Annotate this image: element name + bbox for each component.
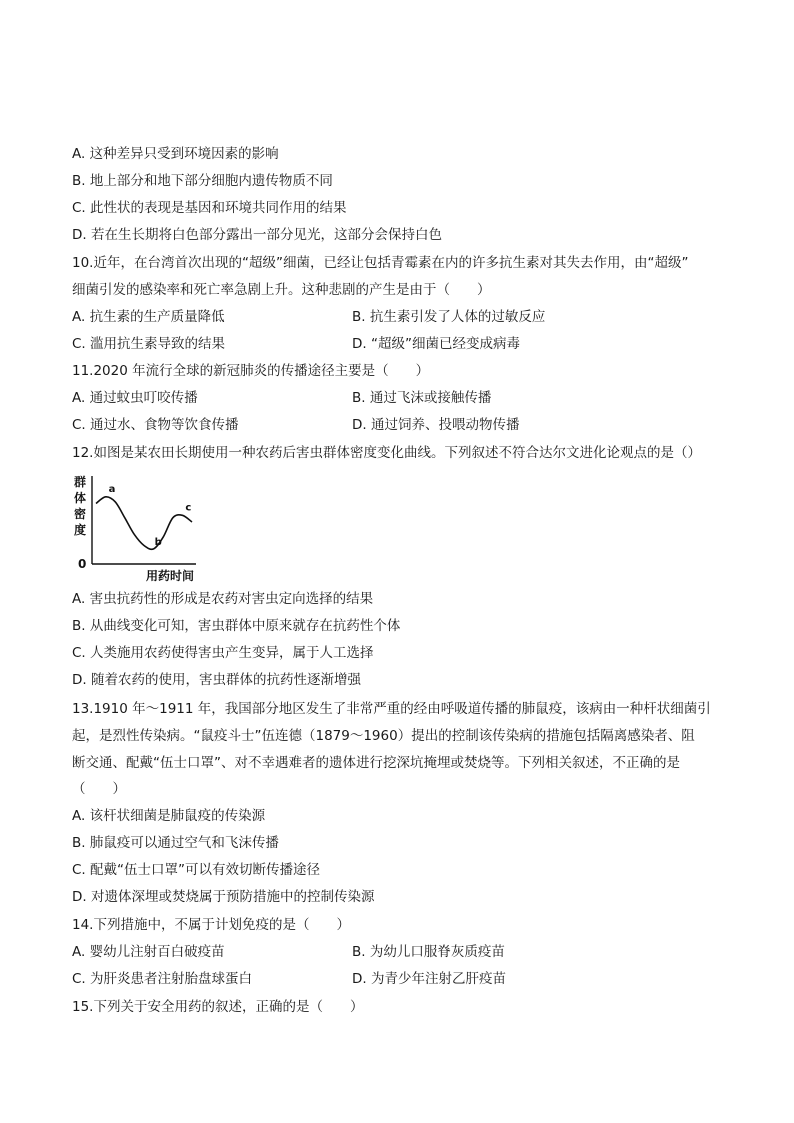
q14-stem: 14.下列措施中，不属于计划免疫的是（ ） <box>72 917 350 933</box>
q9-option-a: A. 这种差异只受到环境因素的影响 <box>72 146 279 162</box>
q13-stem-line3: 断交通、配戴“伍士口罩”、对不幸遇难者的遗体进行挖深坑掩埋或焚烧等。下列相关叙述，不正确的是 <box>72 755 680 771</box>
chart-point-label-b: b <box>154 536 162 548</box>
q13-stem-line4: （ ） <box>72 781 126 797</box>
chart-series-line <box>96 497 192 550</box>
q11-option-c: C. 通过水、食物等饮食传播 <box>72 417 239 433</box>
q12-option-b: B. 从曲线变化可知，害虫群体中原来就存在抗药性个体 <box>72 618 401 634</box>
q12-stem: 12.如图是某农田长期使用一种农药后害虫群体密度变化曲线。下列叙述不符合达尔文进化论观点的是（） <box>72 445 701 461</box>
chart-ylabel-char: 度 <box>74 523 87 537</box>
q13-option-c: C. 配戴“伍士口罩”可以有效切断传播途径 <box>72 862 320 878</box>
q12-option-d: D. 随着农药的使用，害虫群体的抗药性逐渐增强 <box>72 672 361 688</box>
chart-ylabel-char: 密 <box>74 507 87 521</box>
chart-origin-label: 0 <box>78 557 87 571</box>
q12-option-c: C. 人类施用农药使得害虫产生变异，属于人工选择 <box>72 645 374 661</box>
q12-option-a: A. 害虫抗药性的形成是农药对害虫定向选择的结果 <box>72 591 374 607</box>
q10-option-d: D. “超级”细菌已经变成病毒 <box>352 336 520 352</box>
q13-option-a: A. 该杆状细菌是肺鼠疫的传染源 <box>72 808 266 824</box>
q13-stem-line1: 13.1910 年～1911 年，我国部分地区发生了非常严重的经由呼吸道传播的肺鼠疫，该病由一种杆状细菌引 <box>72 701 711 717</box>
q14-option-d: D. 为青少年注射乙肝疫苗 <box>352 971 506 987</box>
q10-option-b: B. 抗生素引发了人体的过敏反应 <box>352 309 546 325</box>
q9-option-d: D. 若在生长期将白色部分露出一部分见光，这部分会保持白色 <box>72 227 442 243</box>
q9-option-c: C. 此性状的表现是基因和环境共同作用的结果 <box>72 200 347 216</box>
q14-option-a: A. 婴幼儿注射百白破疫苗 <box>72 944 225 960</box>
chart-point-label-a: a <box>108 483 116 495</box>
q10-options-row2 <box>72 334 732 354</box>
q13-option-b: B. 肺鼠疫可以通过空气和飞沫传播 <box>72 835 279 851</box>
chart-xlabel: 用药时间 <box>146 569 195 583</box>
q11-option-b: B. 通过飞沫或接触传播 <box>352 390 492 406</box>
chart-ylabel <box>74 474 86 537</box>
q14-options-row2 <box>72 969 732 989</box>
chart-point-label-c: c <box>185 502 192 514</box>
q11-option-d: D. 通过饲养、投喂动物传播 <box>352 417 520 433</box>
q10-stem-line2: 细菌引发的感染率和死亡率急剧上升。这种悲剧的产生是由于（ ） <box>72 282 491 298</box>
chart-point-labels <box>109 484 192 548</box>
q13-option-d: D. 对遗体深埋或焚烧属于预防措施中的控制传染源 <box>72 889 375 905</box>
q11-option-a: A. 通过蚊虫叮咬传播 <box>72 390 198 406</box>
q9-option-b: B. 地上部分和地下部分细胞内遗传物质不同 <box>72 173 333 189</box>
chart-ylabel-char: 体 <box>74 491 87 505</box>
population-density-chart <box>72 472 202 584</box>
q14-option-b: B. 为幼儿口服脊灰质疫苗 <box>352 944 505 960</box>
q13-stem-line2: 起，是烈性传染病。“鼠疫斗士”伍连德（1879～1960）提出的控制该传染病的措施包括隔离感染者、阻 <box>72 728 695 744</box>
q10-option-c: C. 滥用抗生素导致的结果 <box>72 336 226 352</box>
q11-stem: 11.2020 年流行全球的新冠肺炎的传播途径主要是（ ） <box>72 363 430 379</box>
chart-axes <box>92 476 196 564</box>
q11-options-row1 <box>72 388 732 408</box>
q14-option-c: C. 为肝炎患者注射胎盘球蛋白 <box>72 971 253 987</box>
chart-ylabel-char: 群 <box>74 475 87 489</box>
q10-options-row1 <box>72 307 732 327</box>
q10-stem-line1: 10.近年，在台湾首次出现的“超级”细菌，已经让包括青霉素在内的许多抗生素对其失去作用，由“超级” <box>72 255 689 271</box>
q11-options-row2 <box>72 415 732 435</box>
q14-options-row1 <box>72 942 732 962</box>
q10-option-a: A. 抗生素的生产质量降低 <box>72 309 225 325</box>
q15-stem: 15.下列关于安全用药的叙述，正确的是（ ） <box>72 999 364 1015</box>
